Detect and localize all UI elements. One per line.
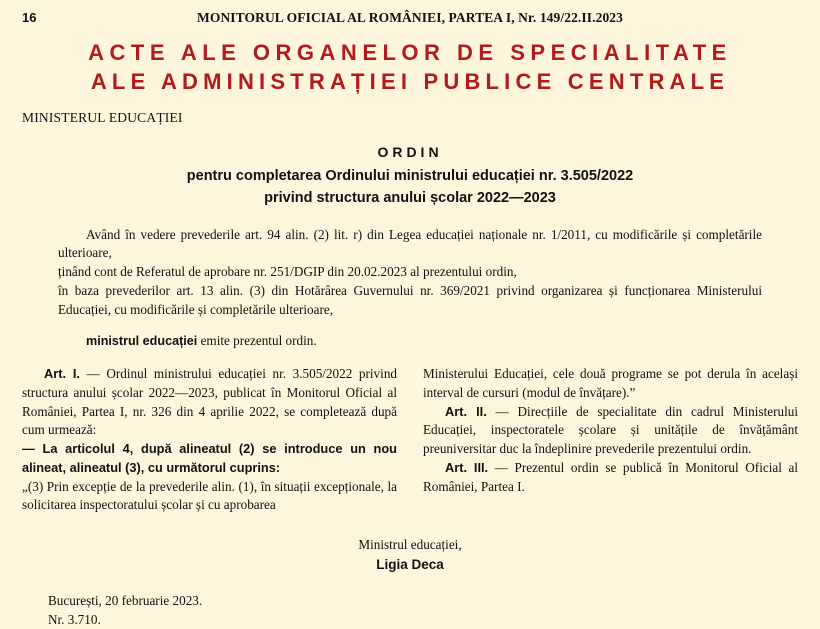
article-label: Art. I. bbox=[44, 366, 80, 382]
article-paragraph bbox=[22, 440, 397, 477]
order-subtitle-line-2: privind structura anului școlar 2022—2023 bbox=[264, 189, 556, 206]
emit-rest: emite prezentul ordin. bbox=[197, 333, 317, 349]
issuing-authority: MINISTERUL EDUCAȚIEI bbox=[22, 110, 183, 126]
article-paragraph bbox=[423, 365, 798, 402]
place-and-date: București, 20 februarie 2023. bbox=[48, 593, 203, 609]
page-title-line-2: ALE ADMINISTRAȚIEI PUBLICE CENTRALE bbox=[90, 69, 730, 95]
article-dash: — bbox=[488, 459, 515, 475]
column-left bbox=[22, 365, 397, 515]
article-dash: — bbox=[486, 403, 518, 419]
journal-title: MONITORUL OFICIAL AL ROMÂNIEI, PARTEA I, Nr. 149/22.II.2023 bbox=[197, 10, 623, 25]
quoted-text-continued: Ministerului Educației, cele două programe se pot derula în același interval de cursuri (modul de învățare).” bbox=[423, 366, 798, 400]
order-heading: ORDIN bbox=[377, 144, 443, 161]
column-right bbox=[423, 365, 798, 515]
article-text: Direcțiile de specialitate din cadrul Ministerului Educației, inspectoratele școlare și unitățile de învățământ preuniversitar duc la îndeplinire prevederile prezentului ordin. bbox=[423, 403, 798, 457]
order-subtitle-line-1: pentru completarea Ordinului ministrului educației nr. 3.505/2022 bbox=[186, 168, 634, 185]
page-number: 16 bbox=[22, 10, 37, 25]
quoted-text: „(3) Prin excepție de la prevederile alin. (1), în situații excepționale, la solicitarea inspectoratului școlar și cu aprobarea bbox=[22, 478, 397, 513]
document-number: Nr. 3.710. bbox=[48, 612, 101, 628]
document-footer bbox=[48, 591, 820, 629]
order-subtitle bbox=[0, 166, 820, 210]
preamble bbox=[58, 226, 762, 352]
signature-block bbox=[0, 535, 820, 575]
minister-title: ministrul educației bbox=[86, 334, 198, 349]
article-paragraph bbox=[22, 365, 397, 440]
signature-role: Ministrul educației, bbox=[358, 536, 462, 552]
article-paragraph bbox=[423, 403, 798, 459]
article-text: Ordinul ministrului educației nr. 3.505/2022 privind structura anului școlar 2022—2023, publicat în Monitorul Oficial al României, Partea I, nr. 326 din 4 aprilie 2022, se completează după cum urmează: bbox=[22, 366, 398, 438]
signature-name: Ligia Deca bbox=[376, 556, 444, 572]
article-text: Prezentul ordin se publică în Monitorul Oficial al României, Partea I. bbox=[423, 459, 799, 494]
amendment-text: — La articolul 4, după alineatul (2) se introduce un nou alineat, alineatul (3), cu următorul cuprins: bbox=[22, 441, 397, 475]
article-paragraph bbox=[22, 478, 397, 515]
page-title bbox=[0, 38, 820, 96]
body-columns bbox=[22, 365, 798, 515]
preamble-emit bbox=[58, 332, 762, 351]
preamble-line-2: ținând cont de Referatul de aprobare nr. 251/DGIP din 20.02.2023 al prezentului ordin, bbox=[58, 264, 517, 280]
article-label: Art. III. bbox=[445, 459, 489, 475]
running-head bbox=[0, 0, 820, 26]
preamble-line-1: Având în vedere prevederile art. 94 alin. (2) lit. r) din Legea educației naționale nr. 1/2011, cu modificările și completările ulterioare, bbox=[58, 226, 762, 261]
page-title-line-1: ACTE ALE ORGANELOR DE SPECIALITATE bbox=[88, 40, 732, 65]
article-label: Art. II. bbox=[445, 403, 487, 419]
article-paragraph bbox=[423, 459, 798, 496]
article-dash: — bbox=[79, 366, 107, 382]
preamble-line-3: în baza prevederilor art. 13 alin. (3) din Hotărârea Guvernului nr. 369/2021 privind organizarea și funcționarea Ministerului Educației, cu modificările și completările ulterioare, bbox=[58, 282, 762, 317]
